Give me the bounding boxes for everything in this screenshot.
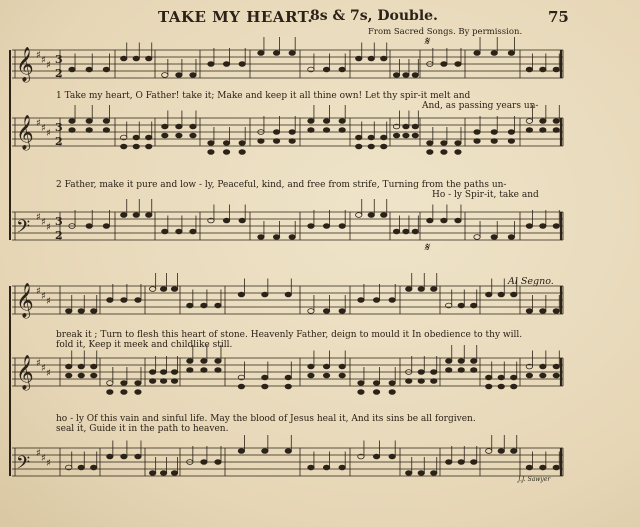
note-head — [471, 303, 477, 308]
note-head — [339, 67, 345, 72]
sharp-icon: ♯ — [41, 363, 46, 374]
note-head — [381, 213, 387, 218]
note-head — [273, 51, 279, 56]
segno-mark-top: 𝄋 — [424, 34, 430, 48]
note-head — [160, 370, 166, 375]
note-head — [471, 368, 477, 373]
note-head — [146, 144, 152, 149]
sharp-icon: ♯ — [41, 217, 46, 228]
treble-clef-icon: 𝄞 — [16, 47, 34, 82]
note-head — [358, 298, 364, 303]
note-head — [107, 454, 113, 459]
note-head — [446, 368, 452, 373]
note-head — [262, 375, 268, 380]
note-head — [171, 471, 177, 476]
note-head — [511, 449, 517, 454]
sharp-icon: ♯ — [36, 286, 41, 297]
note-head — [133, 135, 139, 140]
note-head — [368, 56, 374, 61]
note-head — [511, 384, 517, 389]
note-head — [273, 130, 279, 135]
segno-mark-bass: 𝄋 — [424, 240, 430, 254]
note-head — [474, 130, 480, 135]
note-head — [239, 218, 245, 223]
note-head — [455, 218, 461, 223]
note-head — [458, 460, 464, 465]
note-head — [187, 359, 193, 364]
note-head — [273, 235, 279, 240]
note-head — [526, 67, 532, 72]
note-head — [91, 364, 97, 369]
note-head — [135, 381, 141, 386]
sharp-icon: ♯ — [41, 55, 46, 66]
note-head — [103, 119, 109, 124]
note-head — [441, 150, 447, 155]
note-head — [176, 133, 182, 138]
note-head — [285, 449, 291, 454]
note-head — [86, 128, 92, 133]
note-head — [78, 373, 84, 378]
note-head — [339, 465, 345, 470]
note-head — [373, 454, 379, 459]
note-head — [540, 373, 546, 378]
sharp-icon: ♯ — [46, 458, 51, 469]
note-head — [149, 379, 155, 384]
note-head — [107, 390, 113, 395]
note-head — [323, 128, 329, 133]
note-head — [508, 51, 514, 56]
note-head — [491, 130, 497, 135]
note-head — [149, 471, 155, 476]
note-head — [215, 303, 221, 308]
sharp-icon: ♯ — [36, 358, 41, 369]
note-head — [540, 465, 546, 470]
note-head — [356, 56, 362, 61]
note-head — [308, 128, 314, 133]
note-head — [498, 375, 504, 380]
note-head — [273, 139, 279, 144]
note-head — [323, 465, 329, 470]
note-head — [511, 292, 517, 297]
lyric-verse-3b: fold it, Keep it meek and childlike still. — [56, 340, 233, 350]
note-head — [406, 287, 412, 292]
lyric-verse-4: ho - ly Of this vain and sinful life. May the blood of Jesus heal it, And its sins be all forgiven. — [56, 414, 476, 424]
note-head — [526, 128, 532, 133]
note-head — [441, 62, 447, 67]
note-head — [486, 449, 492, 454]
note-head — [86, 67, 92, 72]
note-head — [406, 379, 412, 384]
note-head — [171, 370, 177, 375]
note-head — [160, 471, 166, 476]
note-head — [238, 292, 244, 297]
note-head — [86, 224, 92, 229]
sharp-icon: ♯ — [36, 212, 41, 223]
note-head — [121, 298, 127, 303]
note-head — [431, 379, 437, 384]
note-head — [381, 56, 387, 61]
note-head — [368, 135, 374, 140]
bass-clef-icon: 𝄢 — [16, 217, 31, 242]
note-head — [511, 375, 517, 380]
lyric-verse-1: 1 Take my heart, O Father! take it; Make and keep it all thine own! Let thy spir-it melt and — [56, 91, 471, 101]
note-head — [121, 144, 127, 149]
note-head — [308, 364, 314, 369]
note-head — [103, 224, 109, 229]
note-head — [190, 229, 196, 234]
note-head — [540, 224, 546, 229]
note-head — [498, 384, 504, 389]
note-head — [339, 364, 345, 369]
note-head — [418, 287, 424, 292]
note-head — [540, 119, 546, 124]
note-head — [486, 384, 492, 389]
note-head — [446, 359, 452, 364]
sharp-icon: ♯ — [46, 222, 51, 233]
note-head — [403, 229, 409, 234]
note-head — [458, 303, 464, 308]
note-head — [323, 373, 329, 378]
note-head — [553, 364, 559, 369]
note-head — [427, 141, 433, 146]
note-head — [526, 373, 532, 378]
note-head — [403, 124, 409, 129]
note-head — [508, 139, 514, 144]
note-head — [441, 218, 447, 223]
note-head — [498, 292, 504, 297]
note-head — [146, 56, 152, 61]
note-head — [427, 218, 433, 223]
note-head — [187, 303, 193, 308]
al-segno-label: Al Segno. — [508, 276, 554, 287]
note-head — [91, 465, 97, 470]
note-head — [160, 287, 166, 292]
lyric-verse-4b: seal it, Guide it in the path to heaven. — [56, 424, 229, 434]
note-head — [201, 303, 207, 308]
note-head — [208, 141, 214, 146]
note-head — [553, 309, 559, 314]
note-head — [78, 309, 84, 314]
note-head — [146, 213, 152, 218]
note-head — [389, 381, 395, 386]
note-head — [540, 67, 546, 72]
note-head — [540, 128, 546, 133]
note-head — [201, 368, 207, 373]
note-head — [553, 119, 559, 124]
note-head — [121, 454, 127, 459]
note-head — [215, 359, 221, 364]
note-head — [540, 364, 546, 369]
note-head — [323, 364, 329, 369]
note-head — [86, 119, 92, 124]
note-head — [418, 370, 424, 375]
note-head — [258, 235, 264, 240]
note-head — [262, 384, 268, 389]
note-head — [135, 390, 141, 395]
note-head — [389, 298, 395, 303]
note-head — [190, 133, 196, 138]
note-head — [486, 292, 492, 297]
note-head — [526, 224, 532, 229]
note-head — [474, 235, 480, 240]
lyric-verse-1b: And, as passing years un- — [422, 101, 539, 111]
note-head — [201, 359, 207, 364]
note-head — [66, 364, 72, 369]
note-head — [356, 213, 362, 218]
note-head — [356, 135, 362, 140]
note-head — [381, 144, 387, 149]
sharp-icon: ♯ — [36, 50, 41, 61]
note-head — [412, 124, 418, 129]
note-head — [78, 465, 84, 470]
note-head — [121, 56, 127, 61]
note-head — [455, 62, 461, 67]
note-head — [239, 150, 245, 155]
note-head — [238, 384, 244, 389]
note-head — [526, 465, 532, 470]
note-head — [239, 141, 245, 146]
note-head — [308, 465, 314, 470]
note-head — [239, 62, 245, 67]
note-head — [69, 67, 75, 72]
sharp-icon: ♯ — [46, 128, 51, 139]
note-head — [69, 119, 75, 124]
note-head — [121, 390, 127, 395]
note-head — [446, 460, 452, 465]
note-head — [285, 375, 291, 380]
note-head — [526, 309, 532, 314]
note-head — [69, 128, 75, 133]
note-head — [356, 144, 362, 149]
note-head — [474, 51, 480, 56]
note-head — [553, 224, 559, 229]
note-head — [553, 67, 559, 72]
note-head — [223, 218, 229, 223]
note-head — [412, 73, 418, 78]
note-head — [103, 67, 109, 72]
credit-line: From Sacred Songs. By permission. — [368, 27, 523, 37]
note-head — [258, 139, 264, 144]
note-head — [285, 292, 291, 297]
note-head — [373, 381, 379, 386]
note-head — [135, 454, 141, 459]
note-head — [285, 384, 291, 389]
note-head — [368, 213, 374, 218]
note-head — [393, 133, 399, 138]
note-head — [208, 62, 214, 67]
note-head — [339, 373, 345, 378]
note-head — [471, 359, 477, 364]
note-head — [91, 309, 97, 314]
note-head — [381, 135, 387, 140]
hymn-title: TAKE MY HEART. — [158, 8, 314, 26]
note-head — [107, 298, 113, 303]
note-head — [491, 235, 497, 240]
note-head — [208, 150, 214, 155]
note-head — [508, 130, 514, 135]
note-head — [262, 449, 268, 454]
note-head — [412, 133, 418, 138]
note-head — [190, 73, 196, 78]
note-head — [171, 379, 177, 384]
note-head — [201, 460, 207, 465]
note-head — [308, 119, 314, 124]
note-head — [553, 465, 559, 470]
note-head — [455, 141, 461, 146]
treble-clef-icon: 𝄞 — [16, 355, 34, 390]
treble-clef-icon: 𝄞 — [16, 115, 34, 150]
note-head — [498, 449, 504, 454]
note-head — [508, 235, 514, 240]
note-head — [146, 135, 152, 140]
note-head — [418, 471, 424, 476]
note-head — [339, 309, 345, 314]
note-head — [121, 213, 127, 218]
note-head — [418, 379, 424, 384]
note-head — [403, 133, 409, 138]
sharp-icon: ♯ — [36, 118, 41, 129]
note-head — [393, 229, 399, 234]
note-head — [133, 213, 139, 218]
note-head — [66, 309, 72, 314]
note-head — [323, 119, 329, 124]
note-head — [431, 471, 437, 476]
lyric-verse-2: 2 Father, make it pure and low - ly, Peaceful, kind, and free from strife, Turning from the paths un- — [56, 180, 507, 190]
note-head — [471, 460, 477, 465]
sharp-icon: ♯ — [41, 291, 46, 302]
hymn-meter: 8s & 7s, Double. — [310, 8, 438, 24]
note-head — [455, 150, 461, 155]
note-head — [238, 449, 244, 454]
time-signature: 2 — [55, 135, 63, 148]
note-head — [526, 119, 532, 124]
note-head — [393, 73, 399, 78]
note-head — [427, 150, 433, 155]
sharp-icon: ♯ — [36, 448, 41, 459]
note-head — [373, 390, 379, 395]
note-head — [133, 56, 139, 61]
note-head — [323, 224, 329, 229]
note-head — [176, 73, 182, 78]
note-head — [223, 150, 229, 155]
note-head — [486, 375, 492, 380]
note-head — [323, 67, 329, 72]
note-head — [289, 51, 295, 56]
sharp-icon: ♯ — [41, 453, 46, 464]
note-head — [491, 51, 497, 56]
note-head — [289, 139, 295, 144]
note-head — [262, 292, 268, 297]
note-head — [339, 224, 345, 229]
note-head — [458, 368, 464, 373]
note-head — [171, 287, 177, 292]
note-head — [491, 139, 497, 144]
note-head — [289, 235, 295, 240]
note-head — [190, 124, 196, 129]
note-head — [223, 62, 229, 67]
sharp-icon: ♯ — [46, 296, 51, 307]
note-head — [103, 128, 109, 133]
note-head — [308, 373, 314, 378]
note-head — [323, 309, 329, 314]
note-head — [176, 229, 182, 234]
note-head — [553, 373, 559, 378]
note-head — [474, 139, 480, 144]
lyric-verse-3: break it ; Turn to flesh this heart of stone. Heavenly Father, deign to mould it In obedience to thy will. — [56, 330, 523, 340]
note-head — [403, 73, 409, 78]
note-head — [66, 373, 72, 378]
note-head — [289, 130, 295, 135]
note-head — [91, 373, 97, 378]
note-head — [431, 287, 437, 292]
note-head — [162, 229, 168, 234]
note-head — [368, 144, 374, 149]
note-head — [441, 141, 447, 146]
note-head — [389, 454, 395, 459]
note-head — [149, 370, 155, 375]
note-head — [162, 73, 168, 78]
note-head — [215, 460, 221, 465]
note-head — [107, 381, 113, 386]
note-head — [78, 364, 84, 369]
sharp-icon: ♯ — [46, 60, 51, 71]
note-head — [373, 298, 379, 303]
note-head — [308, 224, 314, 229]
note-head — [162, 133, 168, 138]
note-head — [133, 144, 139, 149]
note-head — [160, 379, 166, 384]
treble-clef-icon: 𝄞 — [16, 283, 34, 318]
sharp-icon: ♯ — [41, 123, 46, 134]
note-head — [412, 229, 418, 234]
note-head — [389, 390, 395, 395]
time-signature: 3 — [55, 53, 63, 66]
note-head — [339, 128, 345, 133]
page-number: 75 — [548, 8, 569, 26]
note-head — [187, 368, 193, 373]
note-head — [553, 128, 559, 133]
note-head — [431, 370, 437, 375]
note-head — [358, 390, 364, 395]
note-head — [149, 287, 155, 292]
sharp-icon: ♯ — [46, 368, 51, 379]
time-signature: 2 — [55, 229, 63, 242]
time-signature: 3 — [55, 121, 63, 134]
note-head — [215, 368, 221, 373]
note-head — [176, 124, 182, 129]
note-head — [223, 141, 229, 146]
note-head — [358, 381, 364, 386]
note-head — [458, 359, 464, 364]
note-head — [339, 119, 345, 124]
note-head — [540, 309, 546, 314]
note-head — [308, 309, 314, 314]
engraver-credit: J.J. Sawyer — [518, 476, 551, 483]
lyric-verse-2b: Ho - ly Spir-it, take and — [432, 190, 539, 200]
time-signature: 3 — [55, 215, 63, 228]
time-signature: 2 — [55, 67, 63, 80]
note-head — [162, 124, 168, 129]
note-head — [121, 381, 127, 386]
note-head — [258, 51, 264, 56]
note-head — [135, 298, 141, 303]
bass-clef-icon: 𝄢 — [16, 453, 31, 478]
note-head — [406, 471, 412, 476]
